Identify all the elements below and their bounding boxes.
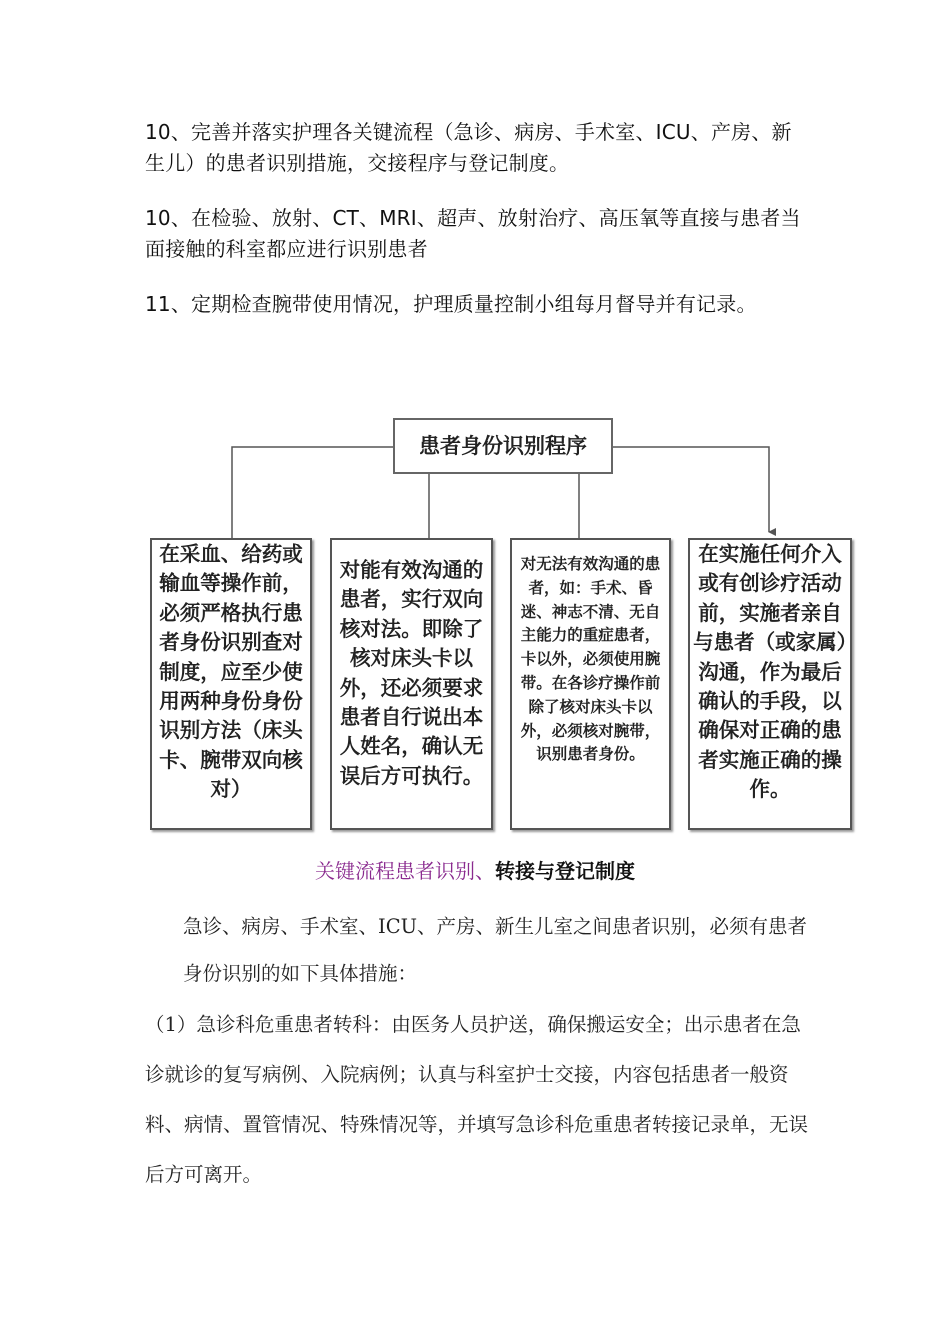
flowchart-root-node: 患者身份识别程序	[393, 418, 613, 474]
section-measure-1-paragraph: （1）急诊科危重患者转科：由医务人员护送，确保搬运安全；出示患者在急诊就诊的复写病例、入院病例；认真与科室护士交接，内容包括患者一般资料、病情、置管情况、特殊情况等，并填写急诊科危重患者转接记录单，无误后方可离开。	[145, 1013, 809, 1186]
section-title-part2: 转接与登记制度	[495, 859, 635, 883]
paragraph-item-10a: 10、完善并落实护理各关键流程（急诊、病房、手术室、ICU、产房、新生儿）的患者识别措施，交接程序与登记制度。	[145, 120, 792, 175]
flowchart-node-noncommunicative-patient: 对无法有效沟通的患者，如：手术、昏迷、神志不清、无自主能力的重症患者，卡以外，必须使用腕带。在各诊疗操作前除了核对床头卡以外，必须核对腕带，识别患者身份。	[510, 538, 671, 830]
connector-right	[613, 447, 769, 532]
section-title-part1: 关键流程患者识别、	[315, 859, 495, 883]
flowchart-node-invasive-procedure: 在实施任何介入或有创诊疗活动前，实施者亲自与患者（或家属）沟通，作为最后确认的手段，以确保对正确的患者实施正确的操作。	[688, 538, 852, 830]
paragraph-item-10b: 10、在检验、放射、CT、MRI、超声、放射治疗、高压氧等直接与患者当面接触的科室都应进行识别患者	[145, 206, 801, 261]
paragraph-item-11: 11、定期检查腕带使用情况，护理质量控制小组每月督导并有记录。	[145, 292, 757, 316]
flowchart-node-operation-check: 在采血、给药或输血等操作前，必须严格执行患者身份识别查对制度，应至少使用两种身份身份识别方法（床头卡、腕带双向核对）	[150, 538, 312, 830]
connector-left	[232, 447, 393, 538]
section-title	[0, 858, 950, 884]
flowchart-node-communicative-patient: 对能有效沟通的患者，实行双向核对法。即除了核对床头卡以外，还必须要求患者自行说出本人姓名，确认无误后方可执行。	[330, 538, 493, 830]
section-intro-paragraph: 急诊、病房、手术室、ICU、产房、新生儿室之间患者识别，必须有患者身份识别的如下具体措施：	[183, 915, 808, 985]
